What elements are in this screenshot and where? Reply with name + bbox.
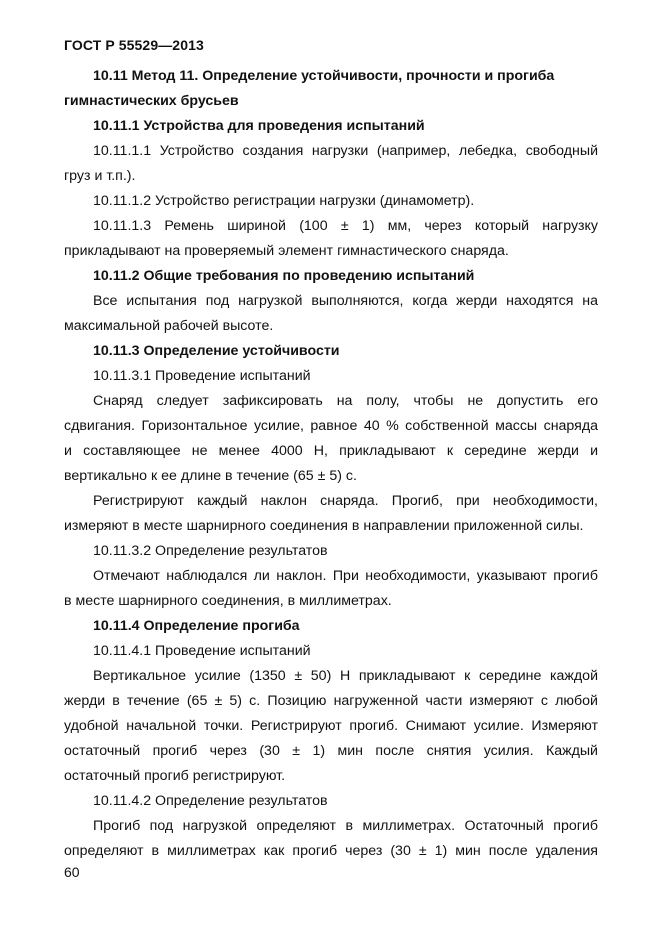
- text-line: жерди в течение (65 ± 5) с. Позицию нагруженной части измеряют с любой: [64, 693, 598, 709]
- text-line: в месте шарнирного соединения, в миллиметрах.: [64, 593, 392, 609]
- text-line: Прогиб под нагрузкой определяют в миллиметрах. Остаточный прогиб: [93, 818, 598, 834]
- text-line: вертикально к ее длине в течение (65 ± 5) с.: [64, 468, 357, 484]
- text-line: Вертикальное усилие (1350 ± 50) Н прикладывают к середине каждой: [93, 668, 598, 684]
- text-line: остаточный прогиб регистрируют.: [64, 768, 286, 784]
- text-line: 10.11.4.2 Определение результатов: [93, 793, 328, 809]
- text-line: Все испытания под нагрузкой выполняются, когда жерди находятся на: [93, 293, 598, 309]
- text-line: измеряют в месте шарнирного соединения в направлении приложенной силы.: [64, 518, 584, 534]
- text-line: 10.11.1 Устройства для проведения испытаний: [93, 118, 425, 134]
- text-line: остаточный прогиб через (30 ± 1) мин после снятия усилия. Каждый: [64, 743, 598, 759]
- text-line: 10.11.3.1 Проведение испытаний: [93, 368, 311, 384]
- text-line: 10.11.4 Определение прогиба: [93, 618, 300, 634]
- text-line: 10.11.3 Определение устойчивости: [93, 343, 340, 359]
- text-line: гимнастических брусьев: [64, 93, 239, 109]
- page-number: 60: [64, 864, 80, 880]
- text-line: Отмечают наблюдался ли наклон. При необходимости, указывают прогиб: [93, 568, 598, 584]
- text-line: 10.11.1.1 Устройство создания нагрузки (например, лебедка, свободный: [93, 143, 598, 159]
- text-line: сдвигания. Горизонтальное усилие, равное 40 % собственной массы снаряда: [64, 418, 598, 434]
- text-line: 10.11.1.3 Ремень шириной (100 ± 1) мм, через который нагрузку: [93, 218, 598, 234]
- text-line: 10.11.2 Общие требования по проведению испытаний: [93, 268, 475, 284]
- text-line: груз и т.п.).: [64, 168, 136, 184]
- document-header: ГОСТ Р 55529—2013: [64, 37, 204, 53]
- text-line: определяют в миллиметрах как прогиб через (30 ± 1) мин после удаления: [64, 843, 598, 859]
- text-line: Снаряд следует зафиксировать на полу, чтобы не допустить его: [93, 393, 598, 409]
- text-line: Регистрируют каждый наклон снаряда. Прогиб, при необходимости,: [93, 493, 598, 509]
- text-line: максимальной рабочей высоте.: [64, 318, 274, 334]
- document-body: [64, 64, 598, 864]
- text-line: 10.11 Метод 11. Определение устойчивости, прочности и прогиба: [93, 68, 555, 84]
- text-line: прикладывают на проверяемый элемент гимнастического снаряда.: [64, 243, 509, 259]
- text-line: 10.11.3.2 Определение результатов: [93, 543, 328, 559]
- text-line: 10.11.4.1 Проведение испытаний: [93, 643, 311, 659]
- text-line: и составляющее не менее 4000 Н, прикладывают к середине жерди и: [64, 443, 598, 459]
- text-line: 10.11.1.2 Устройство регистрации нагрузки (динамометр).: [93, 193, 475, 209]
- text-line: удобной начальной точки. Регистрируют прогиб. Снимают усилие. Измеряют: [64, 718, 598, 734]
